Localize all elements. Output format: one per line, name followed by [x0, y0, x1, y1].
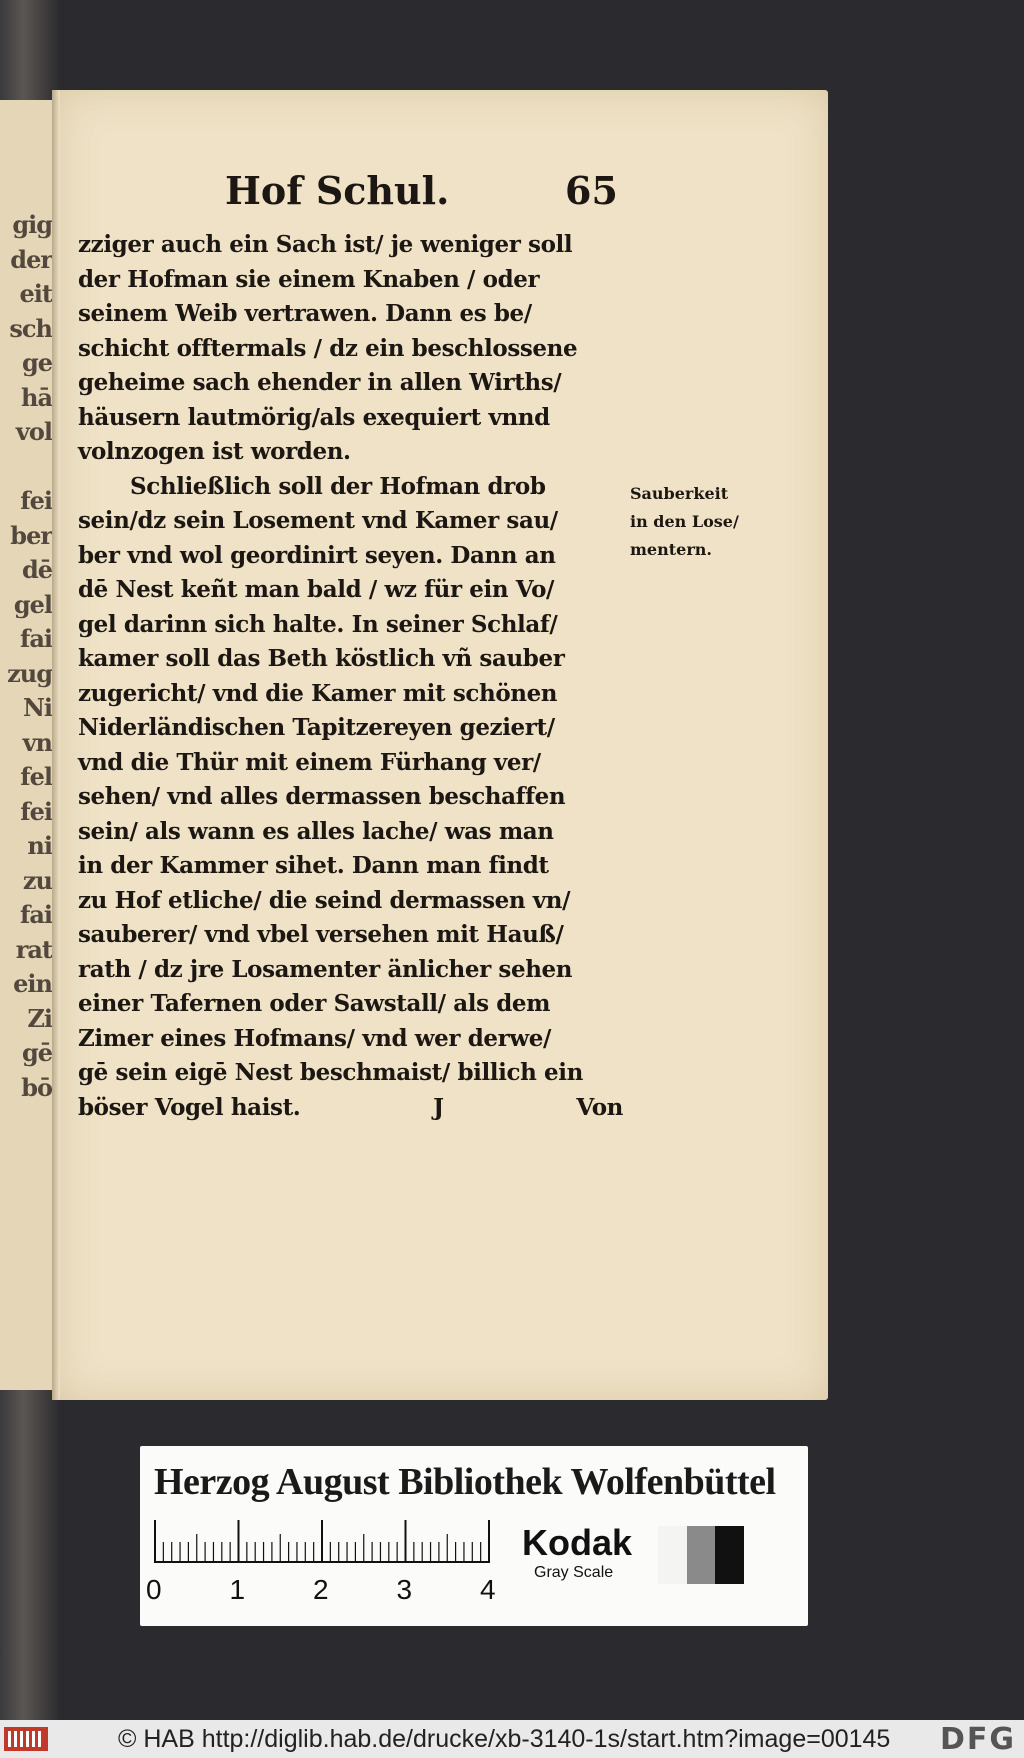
text-line: zu Hof etliche/ die seind dermassen vn/ [78, 886, 571, 914]
ruler-label: 1 [229, 1574, 246, 1605]
text-line: rath / dz jre Losamenter änlicher sehen [78, 955, 573, 983]
gray-swatch [658, 1526, 687, 1584]
text-line: ber vnd wol geordinirt seyen. Dann an [78, 541, 556, 569]
text-line: kamer soll das Beth köstlich vñ sauber [78, 645, 565, 672]
ruler-label: 0 [146, 1574, 162, 1605]
text-line: gē sein eigē Nest beschmaist/ billich ein [78, 1059, 583, 1086]
ghost-text: Ni [22, 693, 52, 722]
text-line: der Hofman sie einem Knaben / oder [78, 265, 540, 293]
text-line: vnd die Thür mit einem Fürhang ver/ [78, 748, 541, 776]
text-line: sauberer/ vnd vbel versehen mit Hauß/ [78, 921, 564, 948]
ghost-text: dē [21, 555, 52, 584]
ghost-text: Zi [27, 1003, 52, 1033]
hab-logo-icon [4, 1727, 48, 1751]
text-line: Zimer eines Hofmans/ vnd wer derwe/ [78, 1024, 551, 1052]
ghost-text: fai [20, 624, 52, 653]
last-line-text: böser Vogel haist. [78, 1093, 301, 1121]
text-line: sein/ als wann es alles lache/ was man [78, 817, 554, 845]
running-title: Hof Schul. [225, 168, 450, 213]
ghost-text: gig [12, 210, 52, 239]
ghost-text: zug [7, 658, 52, 688]
ghost-text: bō [21, 1072, 52, 1102]
gray-swatch [687, 1526, 716, 1584]
text-line: in der Kammer sihet. Dann man findt [78, 852, 549, 879]
text-line: einer Tafernen oder Sawstall/ als dem [78, 990, 551, 1017]
page-gutter [52, 90, 60, 1400]
ghost-text: rat [15, 934, 52, 964]
footer-bar [0, 1720, 1024, 1758]
ghost-text: sch [9, 313, 52, 343]
page-number: 65 [565, 168, 618, 213]
ghost-text: gel [13, 589, 52, 619]
margin-note-line: in den Lose/ [630, 512, 739, 531]
dfg-logo: DFG [939, 1722, 1016, 1757]
ruler [154, 1520, 492, 1564]
text-line: schicht offtermals / dz ein beschlossene [78, 334, 578, 362]
text-line: geheime sach ehender in allen Wirths/ [78, 369, 562, 396]
text-line: volnzogen ist worden. [78, 438, 351, 465]
ruler-labels [146, 1574, 496, 1608]
text-line: sein/dz sein Losement vnd Kamer sau/ [78, 507, 558, 534]
text-line: Niderländischen Tapitzereyen geziert/ [78, 714, 555, 741]
ghost-text: fel [20, 762, 52, 791]
body-text [78, 228, 623, 1125]
last-line [78, 1091, 623, 1126]
ghost-text: hā [21, 382, 52, 412]
library-name: Herzog August Bibliothek Wolfenbüttel [154, 1461, 776, 1503]
text-line: Schließlich soll der Hofman drob [130, 472, 546, 500]
previous-page-edge [0, 100, 60, 1390]
ruler-label: 2 [313, 1574, 329, 1605]
ghost-text: vn [22, 727, 52, 757]
gray-scale-label: Gray Scale [534, 1564, 614, 1581]
kodak-logo: Kodak [522, 1522, 633, 1563]
text-line: seinem Weib vertrawen. Dann es be/ [78, 300, 532, 327]
margin-note-line: mentern. [630, 540, 712, 559]
color-calibration-card [140, 1446, 808, 1626]
ghost-text: fai [20, 900, 52, 929]
ruler-ticks [154, 1520, 492, 1564]
text-line: sehen/ vnd alles dermassen beschaffen [78, 783, 566, 810]
ghost-text: ni [27, 831, 52, 860]
ghost-text: vol [15, 417, 52, 446]
text-line: zugericht/ vnd die Kamer mit schönen [78, 679, 558, 707]
gray-swatches [658, 1526, 744, 1584]
text-line: häusern lautmörig/als exequiert vnnd [78, 403, 550, 431]
ghost-text: der [10, 244, 52, 274]
text-line: dē Nest keñt man bald / wz für ein Vo/ [78, 576, 555, 603]
text-line: gel darinn sich halte. In seiner Schlaf/ [78, 610, 558, 638]
copyright-url[interactable]: © HAB http://diglib.hab.de/drucke/xb-3140-1s/start.htm?image=00145 [118, 1725, 891, 1753]
ghost-text: fei [20, 796, 52, 826]
ghost-text: ein [13, 969, 52, 998]
signature-mark: J [433, 1093, 444, 1121]
ghost-text: ge [21, 348, 52, 377]
ghost-text: fei [20, 486, 52, 515]
catchword: Von [576, 1093, 623, 1121]
text-line: zziger auch ein Sach ist/ je weniger soll [78, 231, 573, 258]
ghost-text: ber [10, 520, 52, 550]
margin-note-line: Sauberkeit [630, 484, 729, 503]
ghost-text: gē [21, 1038, 52, 1067]
margin-note [630, 480, 760, 564]
ruler-label: 4 [480, 1574, 496, 1605]
page-header [225, 168, 625, 218]
ghost-text: zu [22, 865, 52, 895]
ruler-label: 3 [396, 1574, 413, 1605]
ghost-text: eit [19, 279, 52, 308]
gray-swatch [715, 1526, 744, 1584]
